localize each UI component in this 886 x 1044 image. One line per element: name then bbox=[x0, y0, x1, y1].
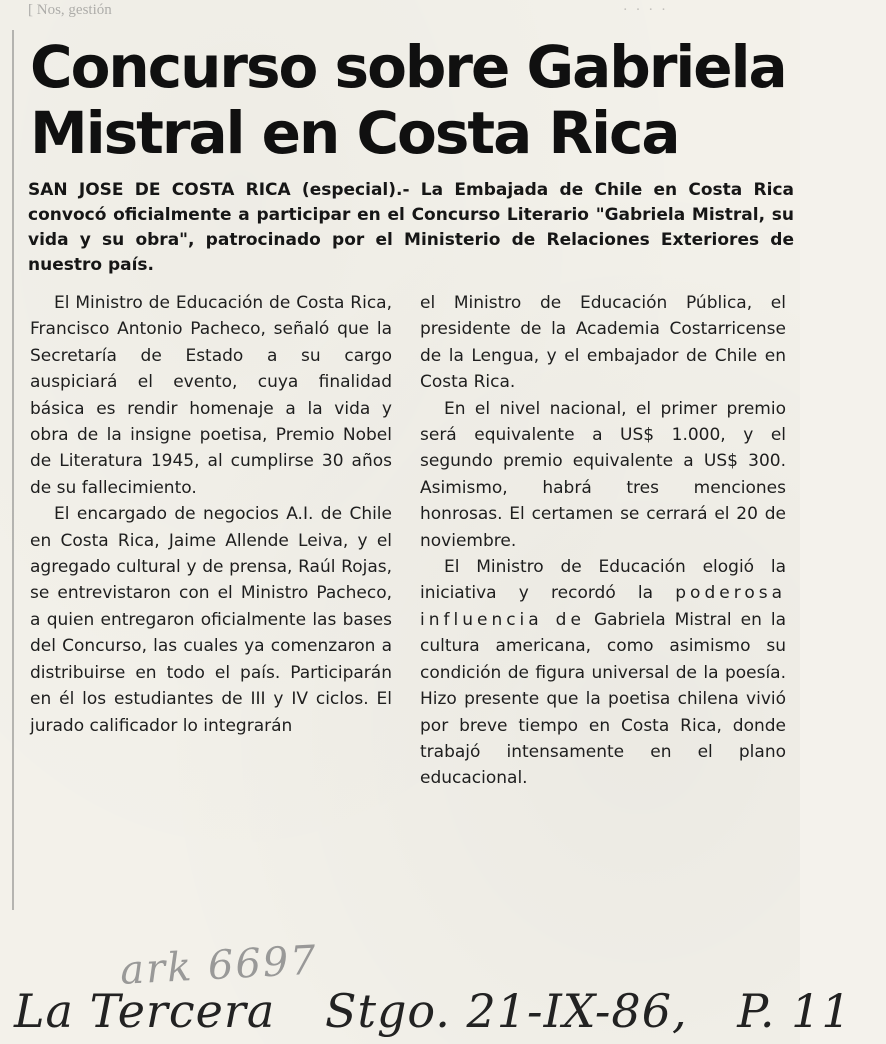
spaced-phrase: poderosa influencia de bbox=[420, 583, 786, 630]
paragraph: El Ministro de Educación de Costa Rica, Francisco Antonio Pacheco, señaló que la Secretaría de Estado a su cargo auspiciará el evento, cuya finalidad básica es rendir homenaje a la vida y obra de la insigne poetisa, Premio Nobel de Literatura 1945, al cumplirse 30 años de su fallecimiento. bbox=[30, 293, 392, 498]
source-annotation bbox=[14, 984, 852, 1038]
header-fragment-left: [ Nos, gestión bbox=[28, 2, 112, 18]
paragraph-text: El Ministro de Educación elogió la iniciativa y recordó la bbox=[420, 557, 786, 604]
clipping-header bbox=[28, 2, 788, 22]
paragraph-text: Gabriela Mistral en la cultura americana, como asimismo su condición de figura universal de la poesía. Hizo presente que la poetisa chilena vivió por breve tiempo en Costa Rica, donde trabajó intensamente en el plano educacional. bbox=[420, 609, 787, 789]
paragraph-continued: el Ministro de Educación Pública, el presidente de la Academia Costarricense de la Lengua, y el embajador de Chile en Costa Rica. bbox=[420, 293, 786, 393]
article-lead: SAN JOSE DE COSTA RICA (especial).- La Embajada de Chile en Costa Rica convocó oficialmente a participar en el Concurso Literario "Gabriela Mistral, su vida y su obra", patrocinado por el Ministerio de Relaciones Exteriores de nuestro país. bbox=[28, 180, 794, 275]
header-fragment-right: · · · · bbox=[622, 2, 668, 18]
article-column-1 bbox=[30, 290, 392, 739]
paragraph: El encargado de negocios A.I. de Chile en Costa Rica, Jaime Allende Leiva, y el agregado cultural y de prensa, Raúl Rojas, se entrevistaron con el Ministro Pacheco, a quien entregaron oficialmente las bases del Concurso, las cuales ya comenzaron a distribuirse en todo el país. Participarán en él los estudiantes de III y IV ciclos. El jurado calificador lo integrarán bbox=[30, 504, 392, 736]
page-number: P. 11 bbox=[737, 984, 852, 1038]
archive-code-annotation: ark 6697 bbox=[119, 937, 319, 994]
column-rule bbox=[12, 30, 14, 910]
newspaper-name: La Tercera bbox=[14, 984, 276, 1038]
paragraph: En el nivel nacional, el primer premio será equivalente a US$ 1.000, y el segundo premio equivalente a US$ 300. Asimismo, habrá tres menciones honrosas. El certamen se cerrará el 20 de noviembre. bbox=[420, 398, 786, 551]
paragraph bbox=[420, 554, 786, 792]
article-column-2 bbox=[420, 290, 786, 792]
article-headline: Concurso sobre Gabriela Mistral en Costa Rica bbox=[30, 33, 786, 167]
publication-date: Stgo. 21-IX-86, bbox=[324, 984, 688, 1038]
